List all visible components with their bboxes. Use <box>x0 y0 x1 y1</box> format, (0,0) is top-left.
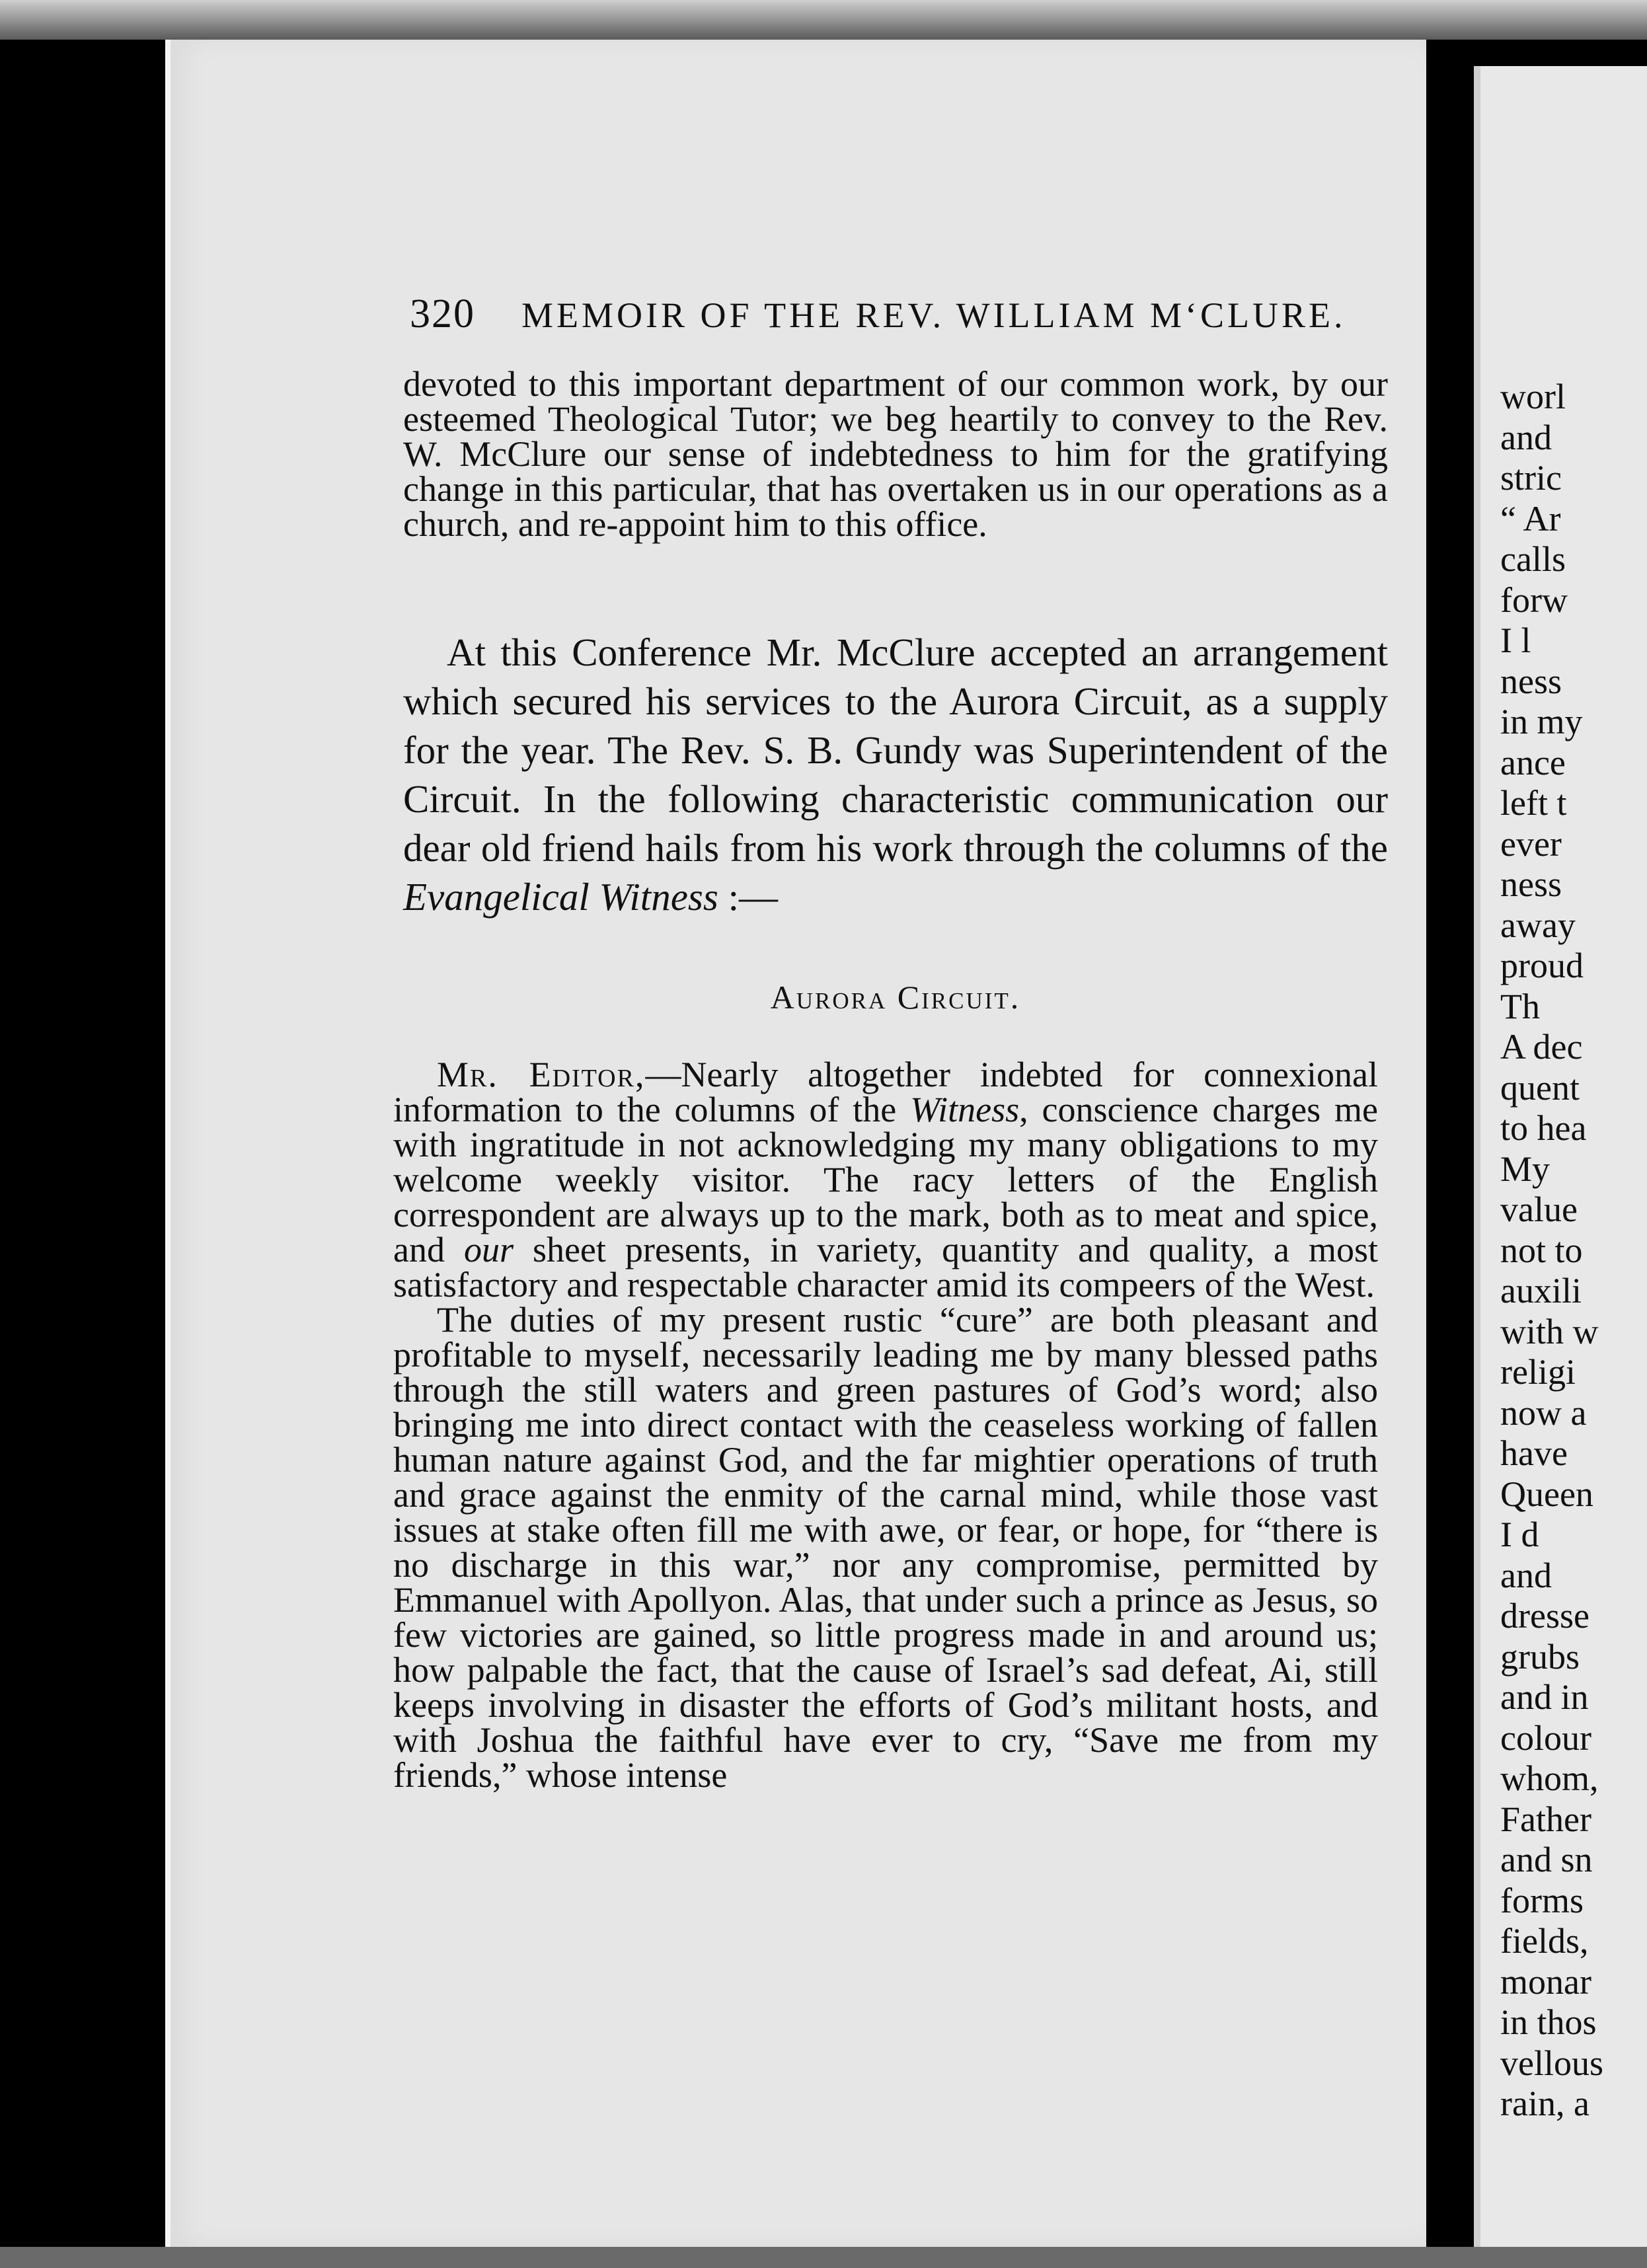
salutation: Mr. Editor, <box>437 1055 646 1094</box>
right-page-line: A dec <box>1500 1027 1583 1067</box>
right-page-line: I l <box>1500 621 1531 660</box>
right-page-line: not to <box>1500 1230 1583 1270</box>
right-page-line: Th <box>1500 987 1540 1026</box>
right-page-line: rain, a <box>1500 2084 1590 2123</box>
right-page-line: whom, <box>1500 1758 1599 1798</box>
right-page-line: I d <box>1500 1515 1539 1554</box>
right-page-line: My <box>1500 1149 1551 1189</box>
quote-paragraph: devoted to this important department of our common work, by our esteemed Theological Tutor; we beg heartily to convey to the Rev. W. McClure our sense of indebtedness to him for the gratifying change in this particular, that has overtaken us in our operations as a church, and re-appoint him to this office. <box>403 364 1388 544</box>
right-page-line: quent <box>1500 1068 1580 1108</box>
right-page-line: and in <box>1500 1677 1589 1717</box>
right-page-line: forms <box>1500 1881 1584 1920</box>
page-number: 320 <box>410 291 475 336</box>
narrative-paragraph <box>403 628 1388 921</box>
right-page-line: monar <box>1500 1962 1591 2002</box>
witness-title: Witness <box>910 1090 1020 1129</box>
right-page-line: grubs <box>1500 1637 1580 1677</box>
narrative-ending: :— <box>718 875 778 919</box>
right-page-line: in thos <box>1500 2002 1597 2042</box>
letter-paragraph-1: Mr. Editor,—Nearly altogether indebted for connexional information to the columns of the Witness, conscience charges me with ingratitude in not acknowledging my many obligations to my welcome weekly visitor. The racy letters of the English correspondent are always up to the mark, both as to meat and spice, and our sheet presents, in variety, quantity and quality, a most satisfactory and respectable character amid its compeers of the West. <box>393 1055 1378 1304</box>
right-page-line: now a <box>1500 1393 1587 1433</box>
scan-top-edge <box>0 0 1647 40</box>
emphasis-our: our <box>463 1230 514 1269</box>
right-page-line: forw <box>1500 580 1568 620</box>
running-title: MEMOIR OF THE REV. WILLIAM M‘CLURE. <box>521 295 1346 335</box>
right-page-line: auxili <box>1500 1271 1582 1310</box>
right-page-line: and sn <box>1500 1840 1593 1879</box>
right-page-line: fields, <box>1500 1921 1589 1961</box>
scan-bottom-edge <box>0 2247 1647 2268</box>
right-page-line: ance <box>1500 743 1566 782</box>
letter-heading: Aurora Circuit. <box>770 979 1021 1016</box>
right-page-line: value <box>1500 1190 1578 1229</box>
right-page-line: with w <box>1500 1312 1599 1351</box>
right-page-line: colour <box>1500 1718 1591 1758</box>
right-page-line: in my <box>1500 702 1583 741</box>
right-page-line: left t <box>1500 783 1567 823</box>
right-page-line: stric <box>1500 458 1562 498</box>
right-page-line: and <box>1500 1556 1552 1595</box>
right-page-line: and <box>1500 418 1552 457</box>
right-page-line: calls <box>1500 539 1566 579</box>
right-page-line: Queen <box>1500 1474 1593 1514</box>
running-head <box>410 291 1346 338</box>
right-page-line: worl <box>1500 377 1566 416</box>
newspaper-title: Evangelical Witness <box>403 875 718 919</box>
right-page-line: “ Ar <box>1500 499 1561 539</box>
right-page-line: ever <box>1500 824 1562 864</box>
right-page-line: away <box>1500 905 1576 945</box>
right-page-line: ness <box>1500 864 1562 904</box>
right-page-line: have <box>1500 1433 1568 1473</box>
right-page-line: ness <box>1500 662 1562 701</box>
letter-paragraph-2: The duties of my present rustic “cure” are both pleasant and profitable to myself, necessarily leading me by many blessed paths through the still waters and green pastures of God’s word; also bringing me into direct contact with the ceaseless working of fallen human nature against God, and the far mightier operations of truth and grace against the enmity of the carnal mind, while those vast issues at stake often fill me with awe, or fear, or hope, for “there is no discharge in this war,” nor any compromise, permitted by Emmanuel with Apollyon. Alas, that under such a prince as Jesus, so few victories are gained, so little progress made in and around us; how palpable the fact, that the cause of Israel’s sad defeat, Ai, still keeps involving in disaster the efforts of God’s militant hosts, and with Joshua the faithful have ever to cry, “Save me from my friends,” whose intense <box>393 1300 1378 1795</box>
right-page-line: proud <box>1500 946 1584 985</box>
right-page-line: Father <box>1500 1799 1591 1839</box>
narrative-text: At this Conference Mr. McClure accepted an arrangement which secured his services to the Aurora Circuit, as a supply for the year. The Rev. S. B. Gundy was Superintendent of the Circuit. In the following characteristic communication our dear old friend hails from his work through the columns of the <box>403 630 1388 870</box>
right-page-line: to hea <box>1500 1108 1587 1148</box>
letter-body <box>393 1057 1378 1793</box>
quoted-resolution <box>403 364 1388 544</box>
right-page-line: vellous <box>1500 2043 1603 2083</box>
right-page-line: dresse <box>1500 1596 1590 1636</box>
right-page-line: religi <box>1500 1352 1576 1392</box>
